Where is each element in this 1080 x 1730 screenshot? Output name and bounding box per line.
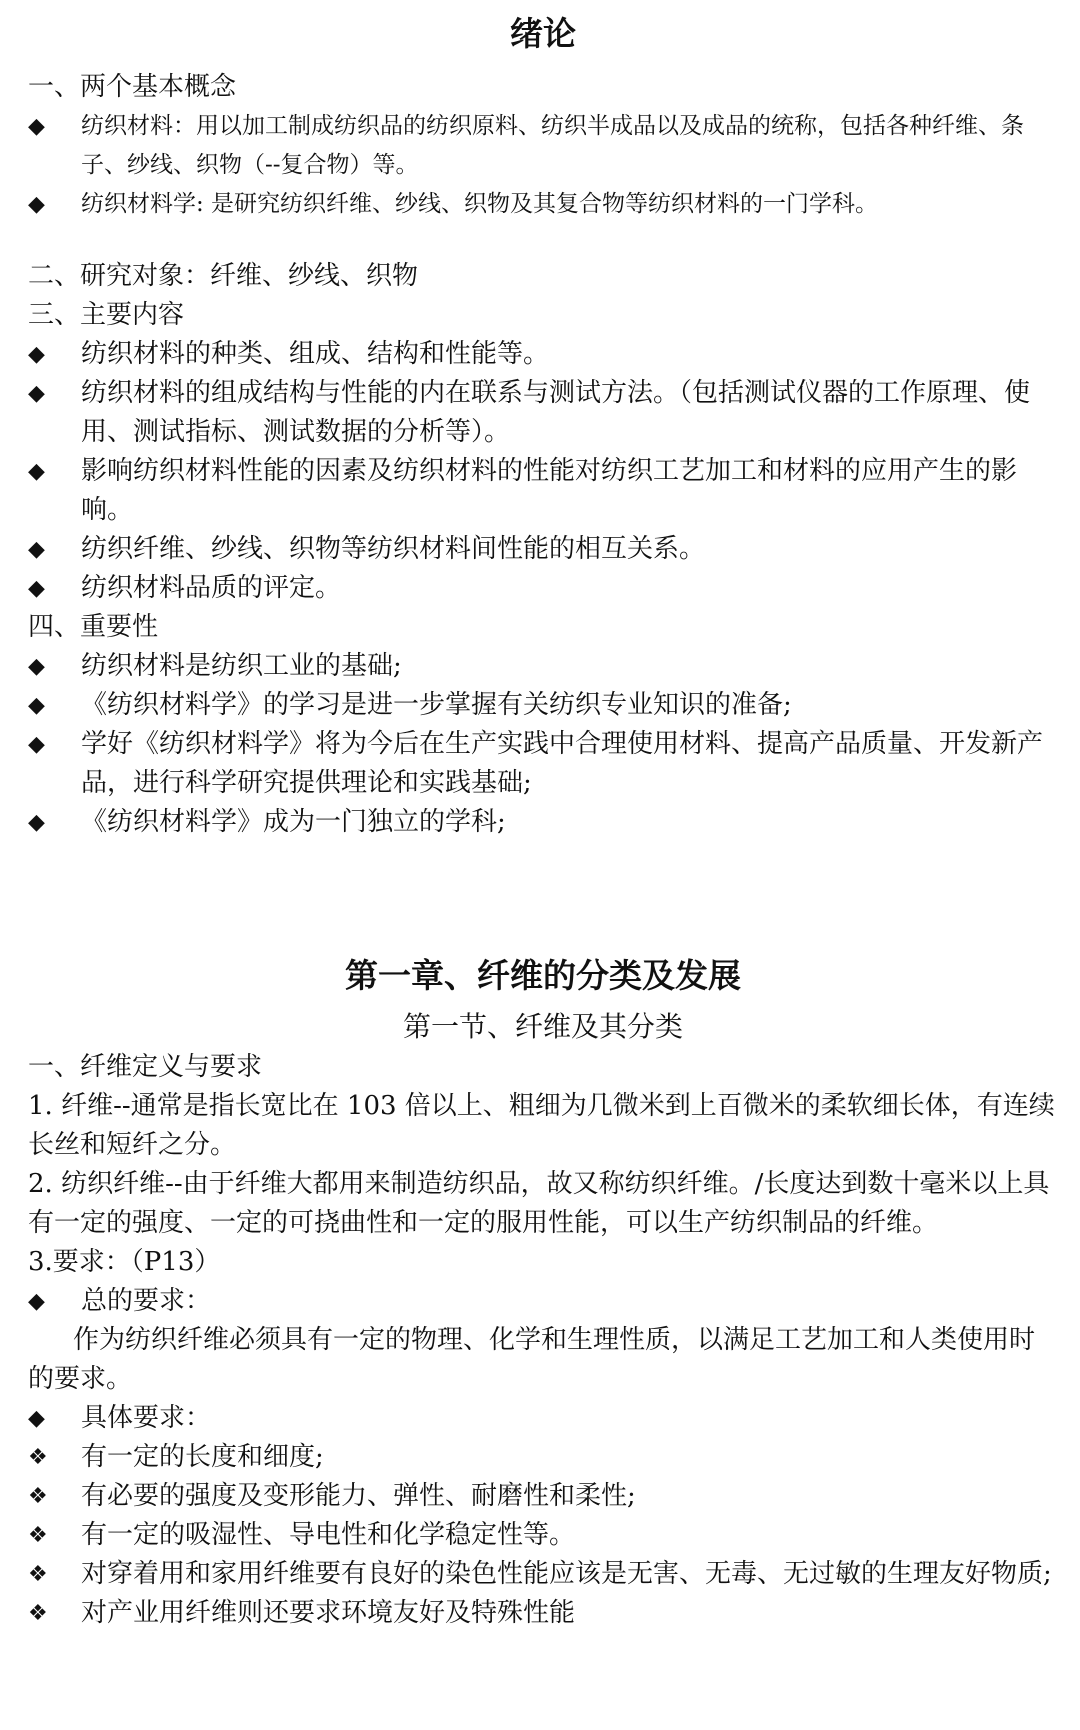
content-item xyxy=(28,530,1058,569)
general-requirement-text: 作为纺织纤维必须具有一定的物理、化学和生理性质，以满足工艺加工和人类使用时的要求。 xyxy=(28,1325,1036,1394)
content-item xyxy=(28,569,1058,608)
concepts-heading: 一、两个基本概念 xyxy=(28,72,237,102)
content-item xyxy=(28,452,1058,530)
chapter-title: 第一章、纤维的分类及发展 xyxy=(345,956,741,995)
content-text: 纺织材料品质的评定。 xyxy=(81,573,342,603)
concept-text: 纺织材料：用以加工制成纺织品的纺织原料、纺织半成品以及成品的统称，包括各种纤维、条子、纱线、织物（--复合物）等。 xyxy=(81,113,1024,178)
specific-requirement-item xyxy=(28,1594,1058,1633)
section-title: 第一节、纤维及其分类 xyxy=(402,1010,683,1043)
textile-fiber-definition: 2. 纺织纤维--由于纤维大都用来制造纺织品，故又称纺织纤维。/长度达到数十毫米以上具有一定的强度、一定的可挠曲性和一定的服用性能，可以生产纺织制品的纤维。 xyxy=(28,1169,1050,1238)
importance-item xyxy=(28,725,1058,803)
concept-text: 纺织材料学: 是研究纺织纤维、纱线、织物及其复合物等纺织材料的一门学科。 xyxy=(81,191,879,217)
content-text: 纺织材料的组成结构与性能的内在联系与测试方法。（包括测试仪器的工作原理、使用、测试指标、测试数据的分析等）。 xyxy=(81,378,1031,447)
four-diamond-bullet-icon: ❖ xyxy=(28,1523,48,1548)
diamond-bullet-icon: ◆ xyxy=(28,654,45,679)
four-diamond-bullet-icon: ❖ xyxy=(28,1484,48,1509)
specific-requirement-item xyxy=(28,1438,1058,1477)
importance-text: 《纺织材料学》成为一门独立的学科; xyxy=(81,807,506,837)
diamond-bullet-icon: ◆ xyxy=(28,1406,45,1431)
diamond-bullet-icon: ◆ xyxy=(28,810,45,835)
importance-item xyxy=(28,803,1058,842)
four-diamond-bullet-icon: ❖ xyxy=(28,1601,48,1626)
specific-requirement-item xyxy=(28,1516,1058,1555)
diamond-bullet-icon: ◆ xyxy=(28,732,45,757)
diamond-bullet-icon: ◆ xyxy=(28,342,45,367)
four-diamond-bullet-icon: ❖ xyxy=(28,1445,48,1470)
importance-text: 学好《纺织材料学》将为今后在生产实践中合理使用材料、提高产品质量、开发新产品，进行科学研究提供理论和实践基础; xyxy=(81,729,1044,798)
general-label-text: 总的要求： xyxy=(81,1286,212,1316)
content-heading: 三、主要内容 xyxy=(28,300,185,330)
content-item xyxy=(28,335,1058,374)
general-requirement-label xyxy=(28,1282,1058,1321)
specific-requirement-item xyxy=(28,1477,1058,1516)
importance-item xyxy=(28,647,1058,686)
diamond-bullet-icon: ◆ xyxy=(28,192,45,217)
content-text: 纺织纤维、纱线、织物等纺织材料间性能的相互关系。 xyxy=(81,534,706,564)
content-text: 影响纺织材料性能的因素及纺织材料的性能对纺织工艺加工和材料的应用产生的影响。 xyxy=(81,456,1018,525)
content-item xyxy=(28,374,1058,452)
specific-text: 对穿着用和家用纤维要有良好的染色性能应该是无害、无毒、无过敏的生理友好物质; xyxy=(81,1559,1052,1589)
intro-title: 绪论 xyxy=(510,14,576,53)
specific-text: 对产业用纤维则还要求环境友好及特殊性能 xyxy=(81,1598,576,1628)
diamond-bullet-icon: ◆ xyxy=(28,114,45,139)
specific-text: 有一定的吸湿性、导电性和化学稳定性等。 xyxy=(81,1520,576,1550)
importance-heading: 四、重要性 xyxy=(28,612,159,642)
specific-label-text: 具体要求： xyxy=(81,1403,212,1433)
four-diamond-bullet-icon: ❖ xyxy=(28,1562,48,1587)
specific-text: 有必要的强度及变形能力、弹性、耐磨性和柔性; xyxy=(81,1481,636,1511)
fiber-definition: 1. 纤维--通常是指长宽比在 103 倍以上、粗细为几微米到上百微米的柔软细长体，有连续长丝和短纤之分。 xyxy=(28,1091,1055,1160)
requirements-heading: 3.要求：（P13） xyxy=(28,1247,221,1277)
diamond-bullet-icon: ◆ xyxy=(28,459,45,484)
importance-text: 纺织材料是纺织工业的基础; xyxy=(81,651,402,681)
diamond-bullet-icon: ◆ xyxy=(28,693,45,718)
specific-requirement-label xyxy=(28,1399,1058,1438)
concept-item xyxy=(28,185,1058,224)
content-text: 纺织材料的种类、组成、结构和性能等。 xyxy=(81,339,550,369)
diamond-bullet-icon: ◆ xyxy=(28,1289,45,1314)
diamond-bullet-icon: ◆ xyxy=(28,381,45,406)
specific-requirement-item xyxy=(28,1555,1058,1594)
diamond-bullet-icon: ◆ xyxy=(28,537,45,562)
objects-heading: 二、研究对象：纤维、纱线、织物 xyxy=(28,261,419,291)
specific-text: 有一定的长度和细度; xyxy=(81,1442,324,1472)
definition-heading: 一、纤维定义与要求 xyxy=(28,1052,263,1082)
concept-item xyxy=(28,107,1058,185)
importance-text: 《纺织材料学》的学习是进一步掌握有关纺织专业知识的准备; xyxy=(81,690,792,720)
diamond-bullet-icon: ◆ xyxy=(28,576,45,601)
importance-item xyxy=(28,686,1058,725)
